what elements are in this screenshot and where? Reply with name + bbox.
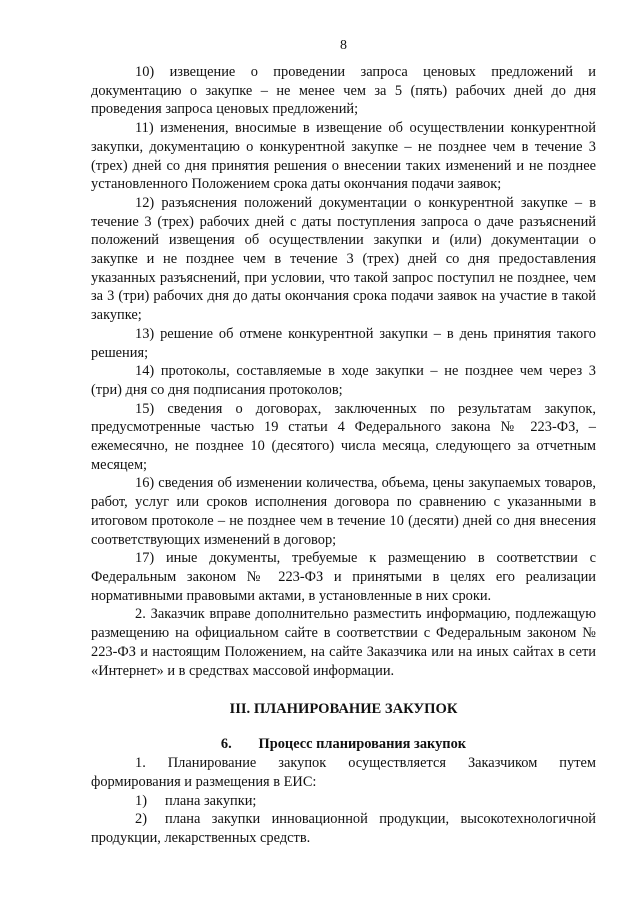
paragraph-item-10: 10) извещение о проведении запроса ценовых предложений и документацию о закупке – не менее чем за 5 (пять) рабочих дней до дня проведения запроса ценовых предложений; — [91, 64, 596, 118]
list-item-text: плана закупки инновационной продукции, высокотехнологичной продукции, лекарственных средств. — [91, 811, 596, 847]
list-item — [91, 810, 596, 847]
list-item — [91, 792, 596, 811]
paragraph-item-14: 14) протоколы, составляемые в ходе закупки – не позднее чем через 3 (три) дня со дня подписания протоколов; — [91, 363, 596, 398]
paragraph-item-13: 13) решение об отмене конкурентной закупки – в день принятия такого решения; — [91, 325, 596, 361]
section-title: III. ПЛАНИРОВАНИЕ ЗАКУПОК — [229, 701, 458, 718]
paragraph-item-15: 15) сведения о договорах, заключенных по результатам закупок, предусмотренные частью 19 статьи 4 Федерального закона № 223-ФЗ, – ежемесячно, не позднее 10 (десятого) числа месяца, следующего за отчетным месяцем; — [91, 400, 596, 473]
list-item-marker: 1) — [135, 792, 147, 809]
subsection-title: Процесс планирования закупок — [258, 736, 467, 753]
list-item-marker: 2) — [135, 811, 147, 828]
page-number: 8 — [340, 38, 347, 53]
paragraph-clause-2: 2. Заказчик вправе дополнительно разместить информацию, подлежащую размещению на официальном сайте в соответствии с Федеральным законом № 223-ФЗ и настоящим Положением, на сайте Заказчика или на иных сайтах в сети «Интернет» и в средствах массовой информации. — [91, 606, 596, 679]
document-body — [91, 63, 596, 848]
paragraph-planning: 1. Планирование закупок осуществляется Заказчиком путем формирования и размещения в ЕИС: — [91, 755, 596, 790]
paragraph-item-17: 17) иные документы, требуемые к размещению в соответствии с Федеральным законом № 223-ФЗ и принятыми в целях его реализации нормативными правовыми актами, в установленные в них сроки. — [91, 550, 596, 604]
paragraph-item-11: 11) изменения, вносимые в извещение об осуществлении конкурентной закупки, документацию о конкурентной закупке – не позднее чем в течение 3 (трех) дней со дня принятия решения о внесении таких изменений и не позднее установленного Положением срока даты окончания подачи заявок; — [91, 120, 596, 193]
subsection-heading — [91, 735, 596, 754]
paragraph-item-12: 12) разъяснения положений документации о конкурентной закупке – в течение 3 (трех) рабочих дней с даты поступления запроса о даче разъяснений положений извещения об осуществлении закупки и (или) документации о закупке и не позднее чем в течение 3 (трех) дней со дня предоставления указанных разъяснений, при условии, что такой запрос поступил не позднее, чем за 3 (три) рабочих дня до даты окончания срока подачи заявок на участие в такой закупке; — [91, 194, 596, 324]
list-item-text: плана закупки; — [165, 792, 257, 809]
subsection-number: 6. — [220, 736, 232, 753]
paragraph-item-16: 16) сведения об изменении количества, объема, цены закупаемых товаров, работ, услуг или сроков исполнения договора по сравнению с указанными в итоговом протоколе – не позднее чем в течение 10 (десяти) дней со дня внесения соответствующих изменений в договор; — [91, 475, 596, 548]
